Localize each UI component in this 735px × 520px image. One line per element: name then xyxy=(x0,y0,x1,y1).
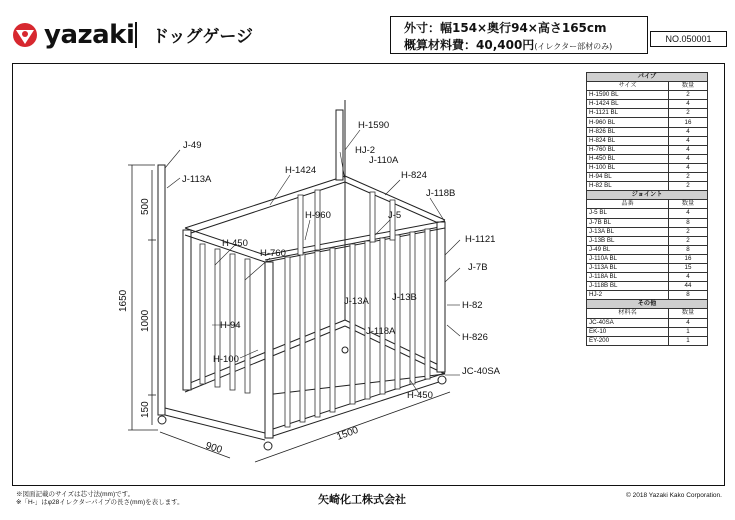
joint-item-qty: 4 xyxy=(669,273,708,282)
label-hj2: HJ-2 xyxy=(355,145,376,156)
joint-item-name: J-113A BL xyxy=(587,263,669,272)
pipe-item-qty: 2 xyxy=(669,182,708,191)
other-item-name: JC-40SA xyxy=(587,318,669,327)
table-row xyxy=(587,109,708,118)
material-cost-value: 概算材料費：40,400円 xyxy=(404,38,535,52)
pipe-column-headers xyxy=(587,82,708,91)
table-row xyxy=(587,291,708,300)
table-row xyxy=(587,318,708,327)
joint-item-name: J-13A BL xyxy=(587,227,669,236)
other-column-header: 数量 xyxy=(669,309,708,318)
dim-1650: 1650 xyxy=(118,289,129,312)
joint-item-name: HJ-2 xyxy=(587,291,669,300)
other-item-name: EY-200 xyxy=(587,336,669,345)
table-row xyxy=(587,118,708,127)
document-number: NO.050001 xyxy=(650,31,727,47)
label-h960: H-960 xyxy=(305,210,331,221)
table-row xyxy=(587,218,708,227)
table-row xyxy=(587,136,708,145)
table-row xyxy=(587,154,708,163)
joint-item-name: J-13B BL xyxy=(587,236,669,245)
table-row xyxy=(587,163,708,172)
dim-900: 900 xyxy=(204,440,224,457)
table-row xyxy=(587,145,708,154)
pipe-column-header: サイズ xyxy=(587,82,669,91)
other-column-header: 材料名 xyxy=(587,309,669,318)
label-h826: H-826 xyxy=(462,332,488,343)
joint-item-name: J-110A BL xyxy=(587,254,669,263)
label-h82: H-82 xyxy=(462,300,483,311)
footnote-pipe: ※「H-」はφ28イレクターパイプの長さ(mm)を表します。 xyxy=(16,499,184,506)
pipe-item-qty: 4 xyxy=(669,127,708,136)
dim-1000: 1000 xyxy=(140,309,151,332)
pipe-item-name: H-100 BL xyxy=(587,163,669,172)
joint-item-qty: 8 xyxy=(669,291,708,300)
label-j49: J-49 xyxy=(183,140,202,151)
other-section-label: その他 xyxy=(587,300,708,309)
label-j118b: J-118B xyxy=(426,188,456,199)
label-j118a: J-118A xyxy=(366,326,396,337)
table-row xyxy=(587,182,708,191)
joint-item-name: J-49 BL xyxy=(587,245,669,254)
label-h1424: H-1424 xyxy=(285,165,317,176)
table-row xyxy=(587,91,708,100)
joint-item-qty: 2 xyxy=(669,227,708,236)
pipe-item-name: H-760 BL xyxy=(587,145,669,154)
table-row xyxy=(587,245,708,254)
joint-item-qty: 4 xyxy=(669,209,708,218)
pipe-item-name: H-1424 BL xyxy=(587,100,669,109)
table-row xyxy=(587,127,708,136)
joint-item-name: J-118A BL xyxy=(587,273,669,282)
dim-500: 500 xyxy=(140,198,151,215)
joint-item-name: J-118B BL xyxy=(587,282,669,291)
label-h450-top: H-450 xyxy=(222,238,248,249)
pipe-section-label: パイプ xyxy=(587,73,708,82)
copyright: © 2018 Yazaki Kako Corporation. xyxy=(626,492,722,499)
pipe-item-name: H-960 BL xyxy=(587,118,669,127)
label-j110a: J-110A xyxy=(369,155,399,166)
table-row xyxy=(587,273,708,282)
table-row xyxy=(587,263,708,272)
joint-item-qty: 8 xyxy=(669,218,708,227)
pipe-item-qty: 2 xyxy=(669,173,708,182)
label-h1590: H-1590 xyxy=(358,120,390,131)
other-item-qty: 1 xyxy=(669,336,708,345)
pipe-column-header: 数量 xyxy=(669,82,708,91)
other-section-title xyxy=(587,300,708,309)
pipe-item-name: H-82 BL xyxy=(587,182,669,191)
joint-item-qty: 8 xyxy=(669,245,708,254)
table-row xyxy=(587,227,708,236)
pipe-item-qty: 4 xyxy=(669,136,708,145)
joint-column-header: 品番 xyxy=(587,200,669,209)
other-item-qty: 4 xyxy=(669,318,708,327)
label-h1121: H-1121 xyxy=(465,234,496,245)
joint-item-name: J-5 BL xyxy=(587,209,669,218)
other-item-qty: 1 xyxy=(669,327,708,336)
pipe-item-qty: 4 xyxy=(669,100,708,109)
tall-post xyxy=(336,110,343,180)
label-j7b: J-7B xyxy=(468,262,488,273)
table-row xyxy=(587,173,708,182)
joint-column-headers xyxy=(587,200,708,209)
pipe-item-name: H-94 BL xyxy=(587,173,669,182)
table-row xyxy=(587,282,708,291)
pipe-item-name: H-450 BL xyxy=(587,154,669,163)
joint-item-name: J-7B BL xyxy=(587,218,669,227)
joint-item-qty: 15 xyxy=(669,263,708,272)
pipe-item-qty: 16 xyxy=(669,118,708,127)
pipe-item-qty: 4 xyxy=(669,154,708,163)
company-name: 矢崎化工株式会社 xyxy=(318,493,406,506)
joint-section-title xyxy=(587,191,708,200)
dim-1500: 1500 xyxy=(335,424,360,443)
other-item-name: EK-10 xyxy=(587,327,669,336)
pipe-item-qty: 2 xyxy=(669,91,708,100)
table-row xyxy=(587,209,708,218)
joint-item-qty: 16 xyxy=(669,254,708,263)
pipe-section-title xyxy=(587,73,708,82)
label-h450-bottom: H-450 xyxy=(407,390,433,401)
label-j13b: J-13B xyxy=(392,292,417,303)
pipe-item-name: H-824 BL xyxy=(587,136,669,145)
table-row xyxy=(587,254,708,263)
joint-section-label: ジョイント xyxy=(587,191,708,200)
left-post xyxy=(158,165,165,415)
label-h824: H-824 xyxy=(401,170,427,181)
pipe-item-name: H-1121 BL xyxy=(587,109,669,118)
pipe-item-name: H-826 BL xyxy=(587,127,669,136)
label-h94: H-94 xyxy=(220,320,241,331)
label-h100: H-100 xyxy=(213,354,239,365)
dim-150: 150 xyxy=(140,401,151,418)
label-j13a: J-13A xyxy=(344,296,369,307)
other-column-headers xyxy=(587,309,708,318)
joint-column-header: 数量 xyxy=(669,200,708,209)
bill-of-materials xyxy=(586,72,708,346)
pipe-item-qty: 4 xyxy=(669,163,708,172)
label-j113a: J-113A xyxy=(182,174,212,185)
outer-size: 外寸：幅154×奥行94×高さ165cm xyxy=(404,21,607,35)
table-row xyxy=(587,336,708,345)
table-row xyxy=(587,327,708,336)
footnote-dimensions: ※図面記載のサイズは芯寸法(mm)です。 xyxy=(16,491,135,498)
pipe-item-name: H-1590 BL xyxy=(587,91,669,100)
bom-body xyxy=(587,73,708,346)
joint-item-qty: 2 xyxy=(669,236,708,245)
label-jc40sa: JC-40SA xyxy=(462,366,501,377)
joint-item-qty: 44 xyxy=(669,282,708,291)
material-cost-note: (イレクター部材のみ) xyxy=(534,42,613,51)
table-row xyxy=(587,100,708,109)
pipe-item-qty: 2 xyxy=(669,109,708,118)
pipe-item-qty: 4 xyxy=(669,145,708,154)
label-h760: H-760 xyxy=(260,248,286,259)
table-row xyxy=(587,236,708,245)
label-j5: J-5 xyxy=(388,210,402,221)
brand-name: yazaki xyxy=(44,20,135,50)
page-title: ドッグゲージ xyxy=(152,27,253,47)
